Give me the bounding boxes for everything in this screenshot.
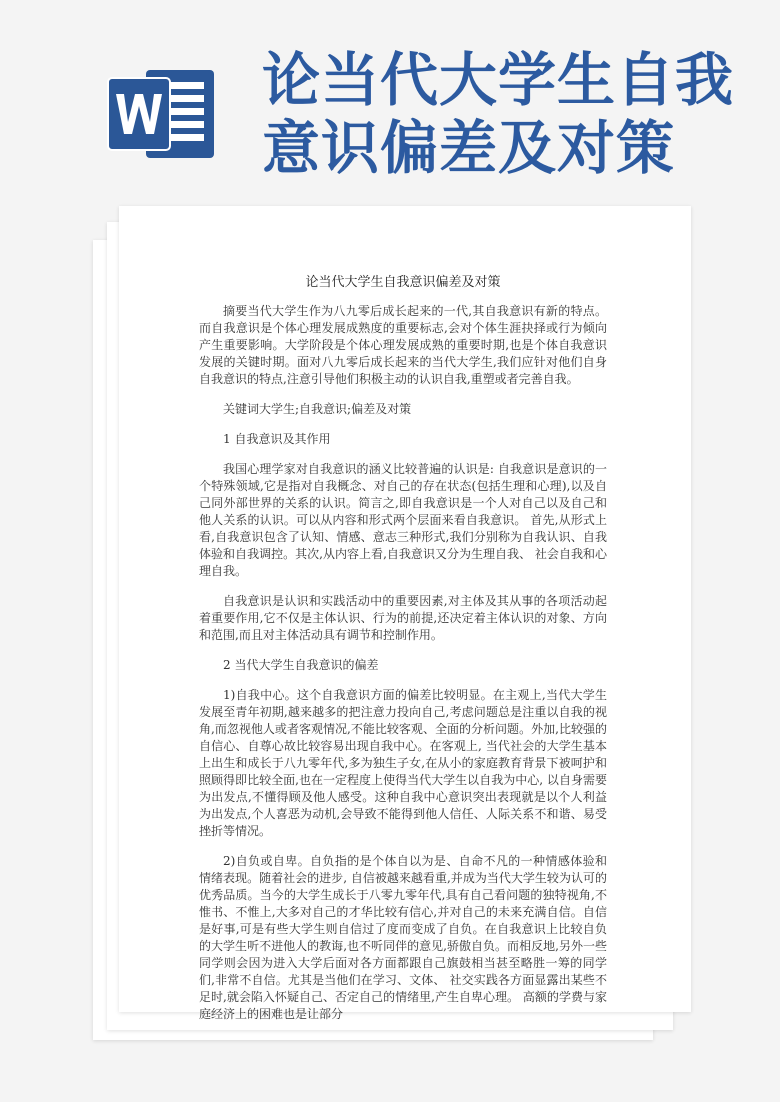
document-page (119, 206, 691, 1021)
section1-paragraph-1: 我国心理学家对自我意识的涵义比较普遍的认识是: 自我意识是意识的一个特殊领域,它是指对自我概念、对自己的存在状态(包括生理和心理),以及自己同外部世界的关系的认识。简言之,即自我意识是一个人对自己以及自己和他人关系的认识。可以从内容和形式两个层面来看自我意识。 首先,从形式上看,自我意识包含了认知、情感、意志三种形式,我们分别称为自我认识、自我体验和自我调控。其次,从内容上看,自我意识又分为生理自我、 社会自我和心理自我。 (199, 462, 607, 578)
section1-heading: 1 自我意识及其作用 (223, 432, 331, 446)
document-body (199, 274, 607, 1036)
section1-paragraph-2: 自我意识是认识和实践活动中的重要因素,对主体及其从事的各项活动起着重要作用,它不仅是主体认识、行为的前提,还决定着主体认识的对象、方向和范围,而且对主体活动具有调节和控制作用。 (199, 594, 607, 642)
section2-paragraph-2: 2)自负或自卑。自负指的是个体自以为是、自命不凡的一种情感体验和情绪表现。随着社会的进步, 自信被越来越看重,并成为当代大学生较为认可的优秀品质。当今的大学生成长于八零九零年代,具有自己看问题的独特视角,不惟书、不惟上,大多对自己的才华比较有信心,并对自己的未来充满自信。自信是好事,可是有些大学生则自信过了度而变成了自负。在自我意识上比较自负的大学生听不进他人的教诲,也不听同伴的意见,骄傲自负。而相反地,另外一些同学则会因为进入大学后面对各方面都跟自己旗鼓相当甚至略胜一筹的同学们,非常不自信。尤其是当他们在学习、文体、 社交实践各方面显露出某些不足时,就会陷入怀疑自己、否定自己的情绪里,产生自卑心理。 高额的学费与家庭经济上的困难也是让部分 (199, 854, 607, 1021)
header-title-line1: 论当代大学生自我 (262, 46, 735, 114)
abstract-paragraph: 摘要当代大学生作为八九零后成长起来的一代,其自我意识有新的特点。而自我意识是个体心理发展成熟度的重要标志,会对个体生涯抉择或行为倾向产生重要影响。大学阶段是个体心理发展成熟的重要时期,也是个体自我意识发展的关键时期。面对八九零后成长起来的当代大学生,我们应针对他们自身自我意识的特点,注意引导他们积极主动的认识自我,重塑或者完善自我。 (199, 304, 607, 386)
document-title: 论当代大学生自我意识偏差及对策 (305, 275, 501, 290)
keywords-line: 关键词大学生;自我意识;偏差及对策 (223, 402, 412, 416)
section2-heading: 2 当代大学生自我意识的偏差 (223, 658, 379, 672)
header-title-line2: 意识偏差及对策 (262, 114, 676, 182)
header-title (262, 46, 772, 182)
word-document-icon (108, 68, 218, 160)
section2-paragraph-1: 1)自我中心。这个自我意识方面的偏差比较明显。在主观上,当代大学生发展至青年初期,越来越多的把注意力投向自己,考虑问题总是注重以自我的视角,而忽视他人或者客观情况,不能比较客观、全面的分析问题。外加,比较强的自信心、自尊心故比较容易出现自我中心。在客观上, 当代社会的大学生基本上出生和成长于八九零年代,多为独生子女,在从小的家庭教育背景下被呵护和照顾得即比较全面,也在一定程度上使得当代大学生以自我为中心, 以自身需要为出发点,不懂得顾及他人感受。这种自我中心意识突出表现就是以个人利益为出发点,个人喜恶为动机,会导致不能得到他人信任、人际关系不和谐、易受挫折等情况。 (199, 688, 607, 838)
